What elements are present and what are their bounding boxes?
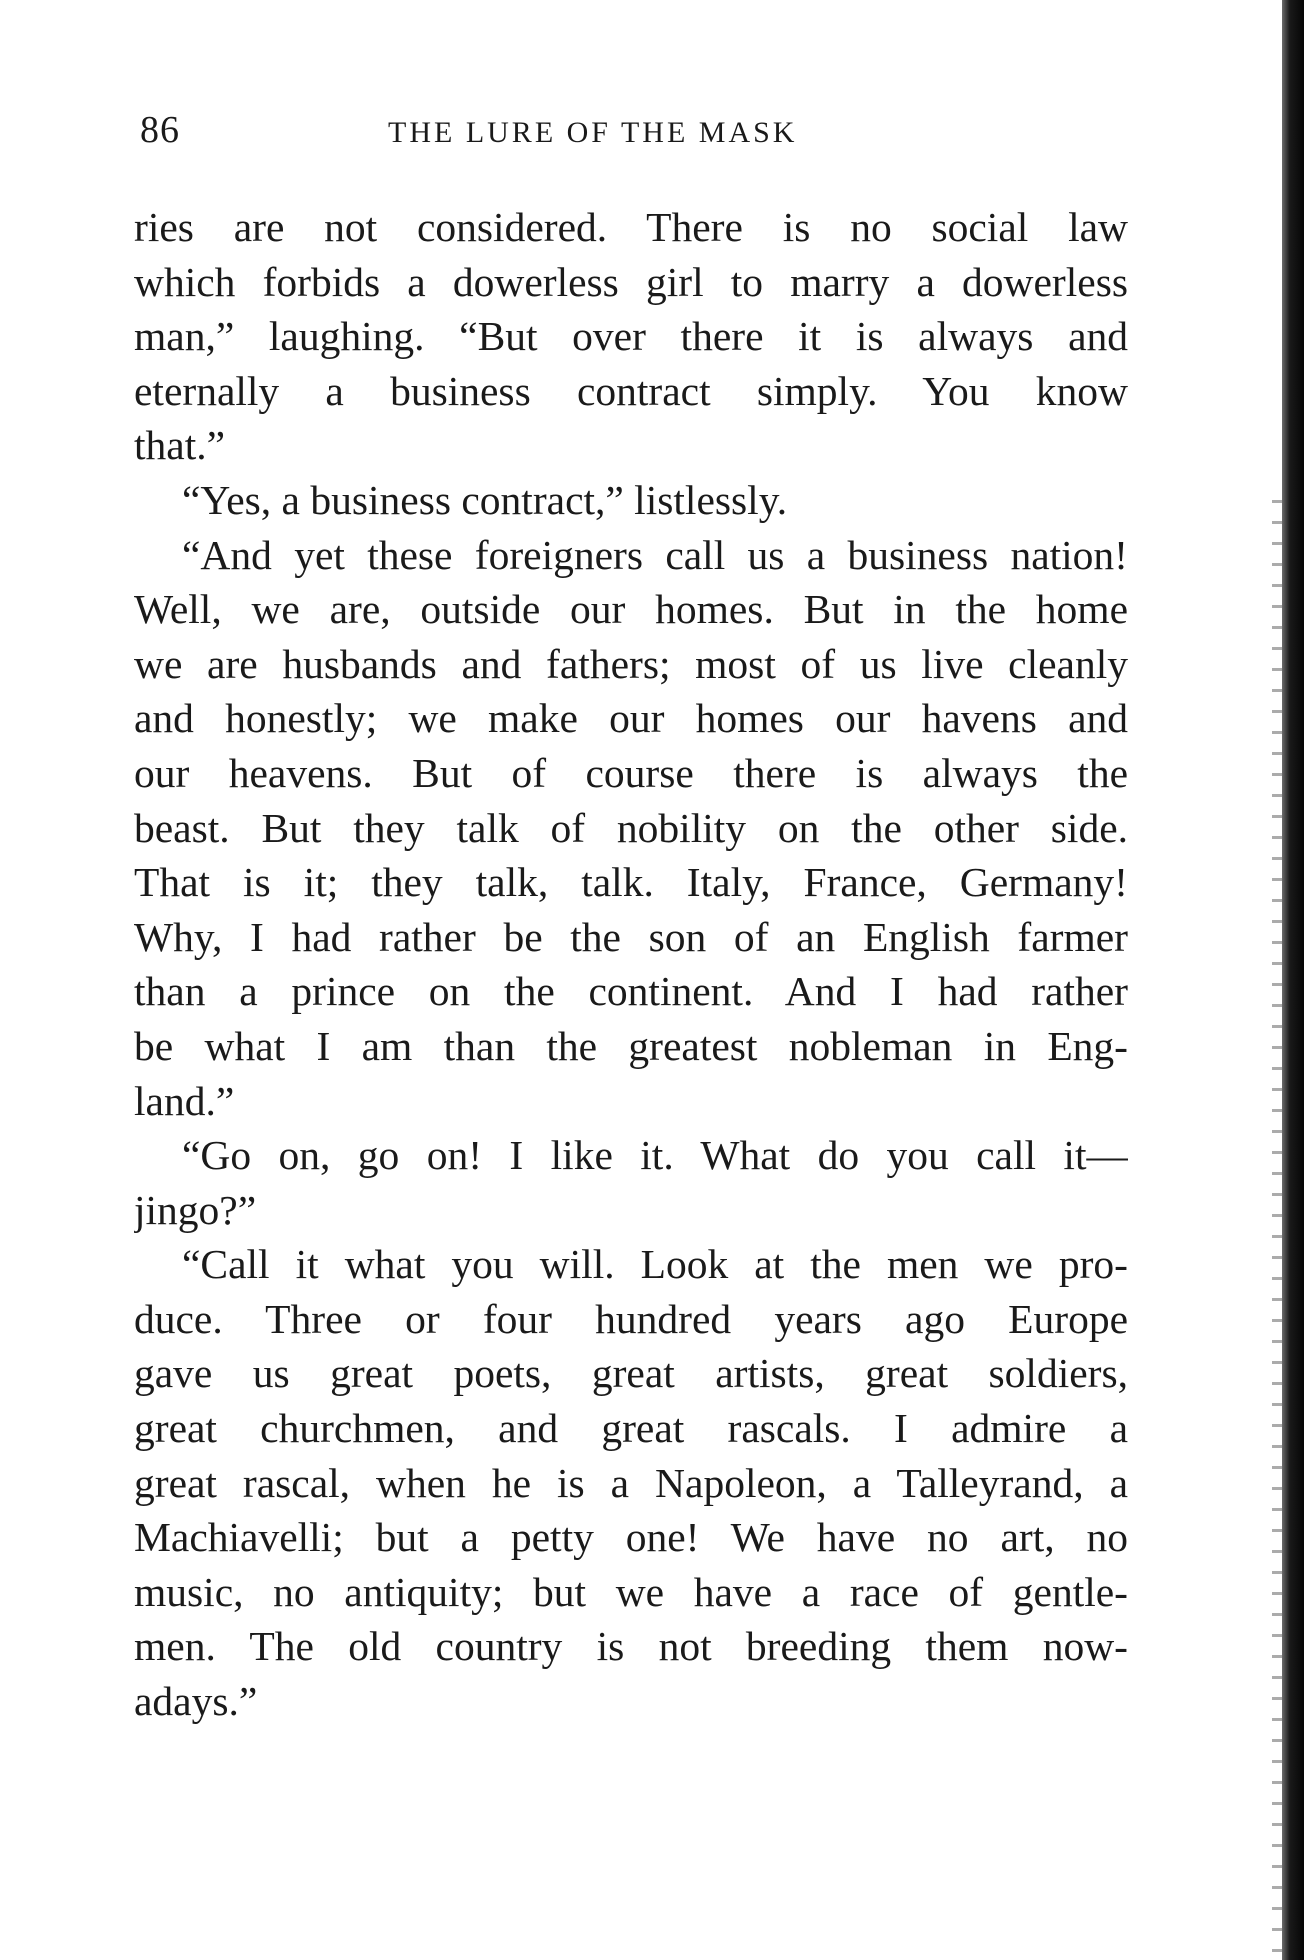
text-line: Well, we are, outside our homes. But in the home [134, 586, 1128, 633]
text-line: adays.” [134, 1678, 258, 1725]
page-number: 86 [140, 109, 180, 151]
text-line: “Yes, a business contract,” listlessly. [182, 476, 788, 523]
text-line: that.” [134, 422, 226, 469]
text-line: Why, I had rather be the son of an English farmer [134, 913, 1128, 960]
binding-edge-shadow [1282, 0, 1304, 1960]
text-line: beast. But they talk of nobility on the other side. [134, 804, 1128, 851]
text-line: great churchmen, and great rascals. I admire a [134, 1405, 1128, 1452]
text-line: and honestly; we make our homes our havens and [134, 695, 1128, 742]
text-line: man,” laughing. “But over there it is always and [134, 313, 1128, 360]
text-line: we are husbands and fathers; most of us live cleanly [134, 640, 1128, 687]
binding-edge-specks [1272, 500, 1282, 1960]
text-line: “Call it what you will. Look at the men we pro- [182, 1241, 1128, 1288]
text-line: jingo?” [134, 1186, 257, 1233]
text-line: Machiavelli; but a petty one! We have no art, no [134, 1514, 1128, 1561]
text-line: “Go on, go on! I like it. What do you call it— [182, 1132, 1128, 1179]
text-line: gave us great poets, great artists, great soldiers, [134, 1350, 1128, 1397]
text-line: “And yet these foreigners call us a business nation! [182, 531, 1128, 578]
text-line: land.” [134, 1077, 235, 1124]
text-line: That is it; they talk, talk. Italy, France, Germany! [134, 859, 1128, 906]
text-line: ries are not considered. There is no social law [134, 204, 1128, 250]
text-line: which forbids a dowerless girl to marry a dowerless [134, 258, 1128, 305]
running-title: THE LURE OF THE MASK [388, 116, 798, 149]
text-line: our heavens. But of course there is always the [134, 749, 1128, 796]
text-line: duce. Three or four hundred years ago Europe [134, 1295, 1128, 1342]
text-line: great rascal, when he is a Napoleon, a Talleyrand, a [134, 1459, 1128, 1506]
text-line: eternally a business contract simply. You know [134, 367, 1128, 414]
text-line: men. The old country is not breeding them now- [134, 1623, 1128, 1670]
body-text [134, 200, 1128, 1729]
text-line: than a prince on the continent. And I had rather [134, 968, 1128, 1015]
text-line: music, no antiquity; but we have a race of gentle- [134, 1568, 1128, 1615]
text-line: be what I am than the greatest nobleman in Eng- [134, 1022, 1128, 1069]
